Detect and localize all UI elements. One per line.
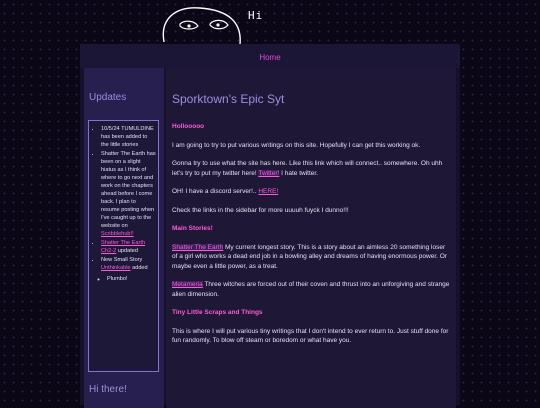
sidebar-note-paragraph: Check the links in the sidebar for more uuuuh fuyck I dunno!!! (172, 206, 349, 214)
main-stories-heading: Main Stories! (172, 225, 213, 232)
site-container (80, 44, 460, 405)
paragraph-text: Gonna try to use what the site has here. Like this link which will connect.. somewhere. Oh uhh let's try to put my twitter here! (172, 160, 443, 177)
update-subitem-text: Plumbo! (107, 276, 128, 282)
update-subitem (107, 275, 156, 283)
update-item (101, 239, 156, 255)
home-link[interactable]: Home (259, 53, 281, 62)
discord-paragraph (172, 187, 452, 197)
update-sublist (101, 274, 156, 283)
doodle-face-drawing (150, 0, 270, 44)
update-text: Shatter The Earth has been on a slight hiatus as I think of where to go next and work on the chapters ahead before I come back. I plan to resume posting when I've caught up to the website on (101, 151, 156, 229)
update-text: updated (116, 248, 139, 254)
intro-paragraph: I am going to try to put various writings on this site. Hopefully I can get this working ok. (172, 141, 421, 149)
top-navigation (80, 44, 460, 68)
doodle-caption: Hi (248, 9, 264, 22)
update-item (101, 150, 156, 238)
update-text: added (130, 265, 148, 271)
twitter-paragraph (172, 159, 452, 178)
unthinkable-link[interactable]: Unthinkable (101, 265, 131, 271)
update-text: New Small Story (101, 257, 143, 263)
sidebar (84, 68, 164, 408)
page-title: Sporktown's Epic Syt (172, 92, 285, 106)
story-description: Three witches are forced out of their coven and thrust into an unforgiving and strange alien dimension. (172, 281, 450, 298)
update-item (101, 125, 156, 149)
scribblehub-link[interactable]: Scribblehub!! (101, 231, 134, 237)
update-item (101, 256, 156, 272)
discord-link[interactable]: HERE! (258, 188, 279, 195)
updates-list-box (88, 120, 159, 372)
updates-heading: Updates (89, 92, 127, 103)
metameria-link[interactable]: Metameria (172, 281, 203, 288)
content-body (172, 122, 452, 355)
story-description: My current longest story. This is a story about an aimless 20 something loser of a girl who works a dead end job in a bowling alley and dreams of having enormous power. Or maybe even a little power, as a treat. (172, 243, 447, 270)
main-content (166, 68, 456, 408)
paragraph-text: I hate twitter. (279, 169, 318, 177)
story-entry (172, 280, 452, 299)
twitter-link[interactable]: Twitter! (258, 169, 280, 177)
update-text: 10/5/24 TUMULDINE has been added to the little stories (101, 126, 154, 148)
tiny-stories-paragraph: This is where I will put various tiny writings that I don't intend to ever return to. Just stuff done for fun randomly. To blow off steam or boredom or what have you. (172, 327, 449, 344)
tiny-stories-heading: Tiny Little Scraps and Things (172, 309, 263, 316)
paragraph-text: OH! I have a discord server!.. (172, 188, 259, 195)
shatter-the-earth-ch2-link[interactable]: Shatter The Earth Ch2-2 (101, 240, 146, 254)
greeting-heading: Hollooooo (172, 123, 205, 130)
shatter-the-earth-link[interactable]: Shatter The Earth (172, 243, 224, 251)
story-entry (172, 243, 452, 272)
hi-there-heading: Hi there! (89, 384, 127, 395)
